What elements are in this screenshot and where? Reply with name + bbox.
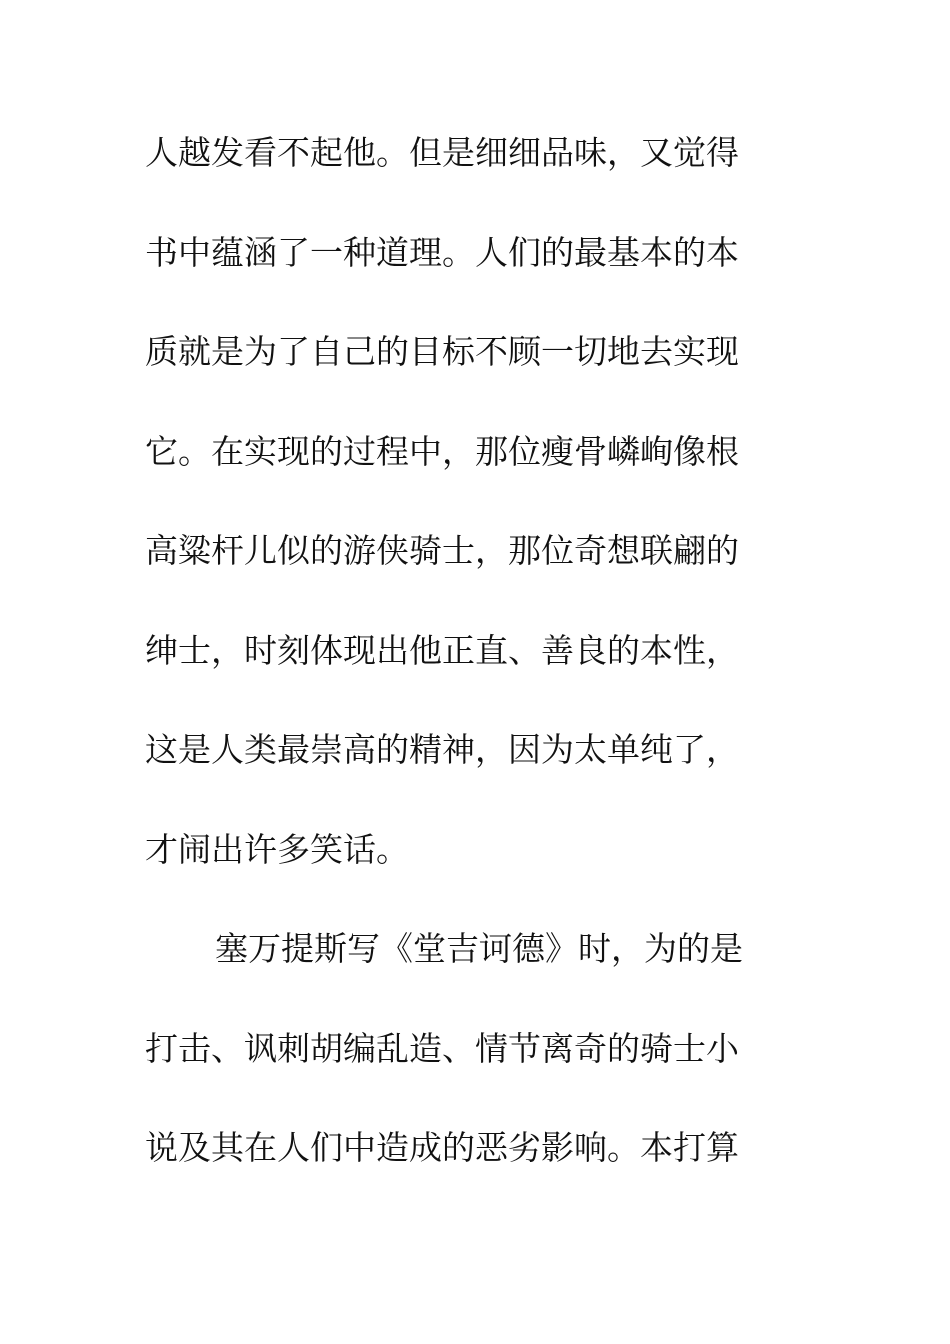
text-line: 说及其在人们中造成的恶劣影响。本打算 — [145, 1128, 739, 1167]
body-text — [145, 128, 785, 1223]
text-line: 人越发看不起他。但是细细品味，又觉得 — [145, 133, 739, 172]
text-line: 才闹出许多笑话。 — [145, 829, 409, 869]
text-line: 书中蕴涵了一种道理。人们的最基本的本 — [145, 232, 739, 272]
paragraph-start-line: 塞万提斯写《堂吉诃德》时，为的是 — [215, 929, 743, 968]
text-line: 高粱杆儿似的游侠骑士，那位奇想联翩的 — [145, 531, 739, 570]
text-line: 绅士，时刻体现出他正直、善良的本性， — [145, 630, 739, 670]
text-line: 它。在实现的过程中，那位瘦骨嶙峋像根 — [145, 431, 739, 471]
text-line: 这是人类最崇高的精神，因为太单纯了， — [145, 730, 739, 769]
text-line: 打击、讽刺胡编乱造、情节离奇的骑士小 — [145, 1028, 739, 1068]
text-line: 质就是为了自己的目标不顾一切地去实现 — [145, 332, 739, 371]
